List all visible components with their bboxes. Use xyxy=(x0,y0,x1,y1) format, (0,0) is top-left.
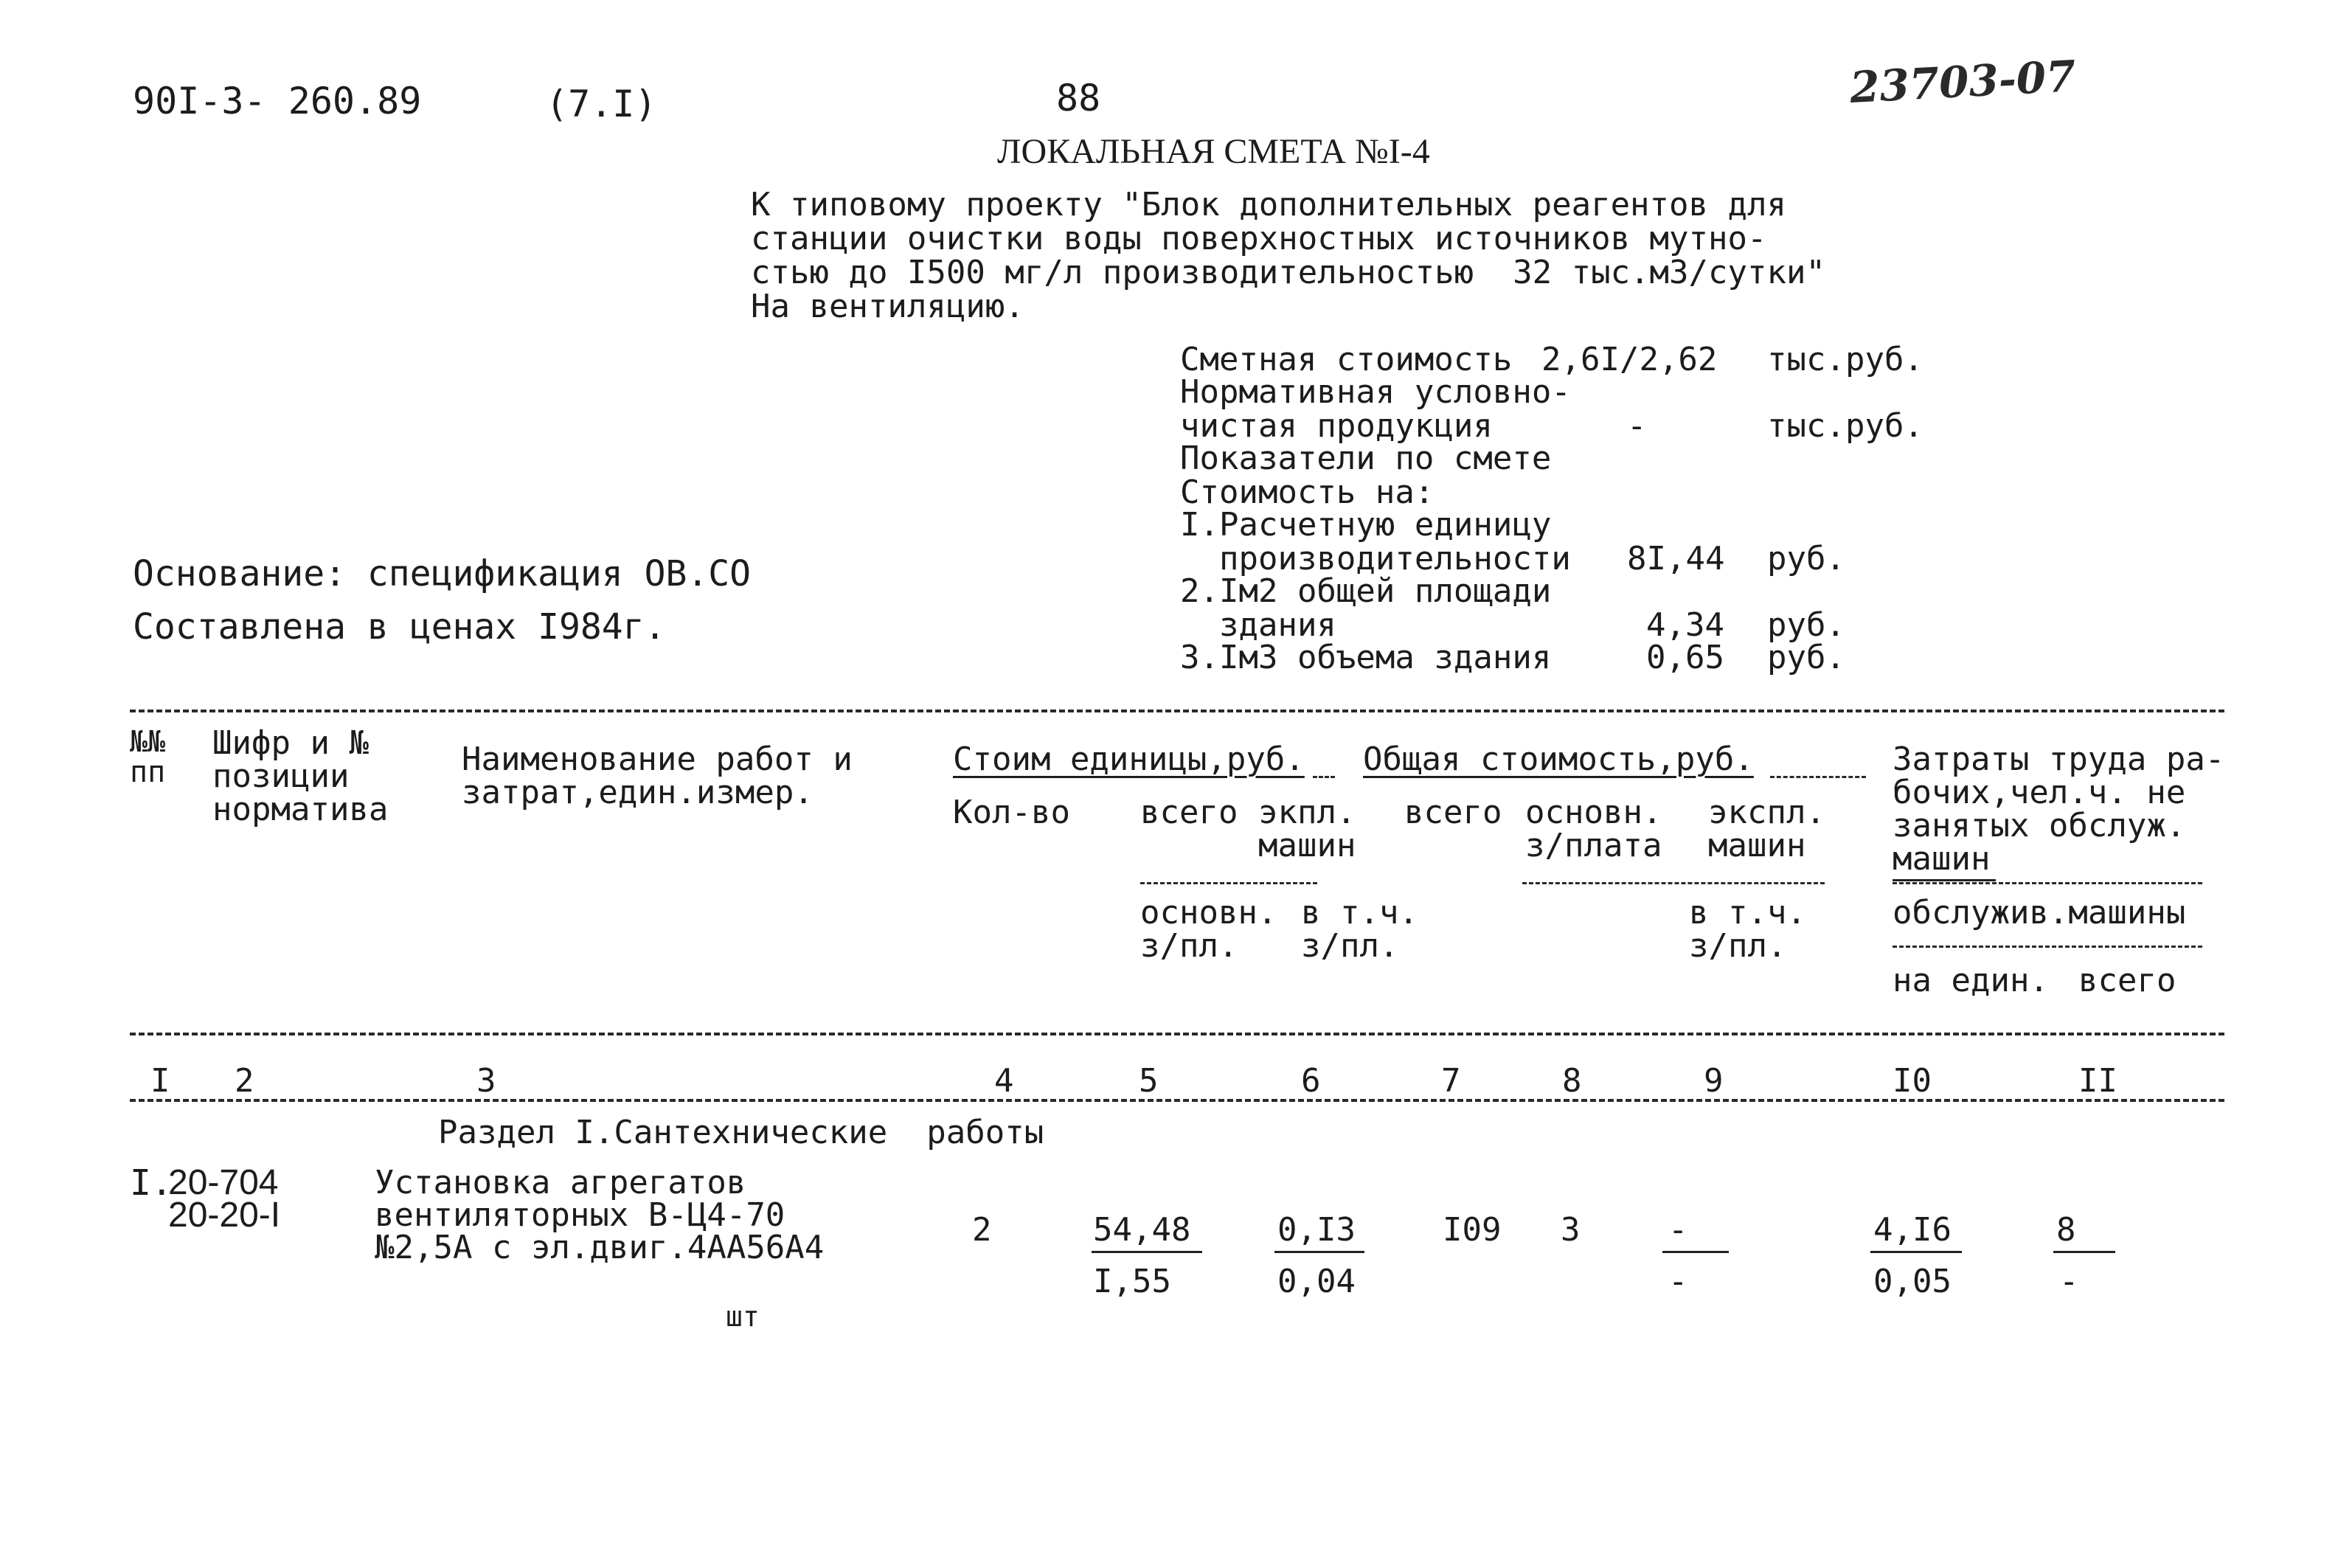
column-number: 7 xyxy=(1441,1062,1461,1100)
row-total-mach-underline xyxy=(1662,1251,1729,1253)
item2-label-1: 2.Iм2 общей площади xyxy=(1180,572,1552,610)
norm-value: - xyxy=(1627,407,1647,445)
unit-mach-header: экпл. машин xyxy=(1258,794,1356,864)
total-mach-header: экспл. машин xyxy=(1708,794,1825,864)
row-labor-per-unit-underline xyxy=(1870,1251,1962,1253)
item3-value: 0,65 xyxy=(1646,639,1724,676)
col-code-header: Шифр и № позиции норматива xyxy=(212,724,389,828)
cost-on-label: Стоимость на: xyxy=(1180,473,1435,511)
item1-unit: руб. xyxy=(1767,540,1845,577)
sheet-ref: (7.I) xyxy=(546,83,657,125)
total-cost-group-tail xyxy=(1770,776,1866,778)
subtitle-line-2: станции очистки воды поверхностных источников мутно- xyxy=(751,220,1767,257)
row-total: I09 xyxy=(1443,1211,1502,1249)
column-number: 9 xyxy=(1704,1062,1724,1100)
row-unit-incl-wage: 0,04 xyxy=(1277,1263,1356,1300)
total-total-header: всего xyxy=(1404,794,1502,831)
labor-total-header: всего xyxy=(2078,962,2176,999)
serv-machines-header: обслужив.машины xyxy=(1893,894,2186,932)
row-total-incl-wage: - xyxy=(1668,1263,1688,1300)
item1-value: 8I,44 xyxy=(1627,540,1725,577)
subtitle-line-4: На вентиляцию. xyxy=(751,288,1024,325)
column-number: 2 xyxy=(235,1062,254,1100)
unit-total-header: всего xyxy=(1140,794,1238,831)
cost-value: 2,6I/2,62 xyxy=(1541,341,1718,378)
subtitle-line-3: стью до I500 мг/л производительностью 32 тыс.м3/сутки" xyxy=(751,254,1825,291)
column-number: 4 xyxy=(994,1062,1014,1100)
unit-cost-group-tail xyxy=(1313,776,1335,778)
row-unit-base-wage: I,55 xyxy=(1093,1263,1171,1300)
column-number: II xyxy=(2078,1062,2117,1100)
labor-group-rule xyxy=(1893,882,2202,884)
per-unit-header: на един. xyxy=(1893,962,2049,999)
unit-subrule xyxy=(1140,882,1317,884)
basis-foundation: Основание: спецификация ОВ.СО xyxy=(133,553,752,594)
row-labor-per-unit: 4,I6 xyxy=(1873,1211,1952,1249)
item2-value: 4,34 xyxy=(1646,606,1724,644)
row-unit-total: 54,48 xyxy=(1093,1211,1191,1249)
item3-unit: руб. xyxy=(1767,639,1845,676)
row-num: I. xyxy=(130,1162,173,1204)
total-subrule xyxy=(1522,882,1825,884)
column-number: I xyxy=(150,1062,170,1100)
row-total-mach: - xyxy=(1668,1211,1688,1249)
total-wage-header: основн. з/плата xyxy=(1525,794,1662,864)
cost-unit: тыс.руб. xyxy=(1767,341,1923,378)
cost-label: Сметная стоимость xyxy=(1180,341,1513,378)
row-name: Установка агрегатов вентиляторных В-Ц4-70 №2,5А с эл.двиг.4АА56А4 xyxy=(375,1164,825,1266)
item3-label: 3.Iм3 объема здания xyxy=(1180,639,1552,676)
table-header-bottom-rule xyxy=(130,1033,2224,1035)
row-labor-total: 8 xyxy=(2056,1211,2076,1249)
inventory-number: 23703-07 xyxy=(1848,51,2078,113)
basis-prices: Составлена в ценах I984г. xyxy=(133,606,666,648)
row-unit-mach: 0,I3 xyxy=(1277,1211,1356,1249)
item1-label-2: производительности xyxy=(1180,540,1571,577)
page-number: 88 xyxy=(1056,77,1101,119)
labor-group-underline xyxy=(1893,879,1996,881)
row-code-line-1: 20-704 xyxy=(168,1163,279,1202)
total-cost-group-header: Общая стоимость,руб. xyxy=(1363,740,1754,778)
row-unit: шт xyxy=(726,1300,760,1333)
row-qty: 2 xyxy=(972,1211,992,1249)
labor-sub-rule xyxy=(1893,946,2202,948)
column-number: 5 xyxy=(1139,1062,1159,1100)
norm-label-2: чистая продукция xyxy=(1180,407,1493,445)
unit-cost-group-header: Стоим единицы,руб. xyxy=(953,740,1305,778)
item2-unit: руб. xyxy=(1767,606,1845,644)
column-number: 3 xyxy=(476,1062,496,1100)
unit-base-wage-header: основн. з/пл. xyxy=(1140,894,1277,965)
row-total-wage: 3 xyxy=(1561,1211,1581,1249)
row-unit-total-underline xyxy=(1092,1251,1202,1253)
subtitle-line-1: К типовому проекту "Блок дополнительных реагентов для xyxy=(751,186,1786,223)
unit-incl-wage-header: в т.ч. з/пл. xyxy=(1301,894,1418,965)
document-title: ЛОКАЛЬНАЯ СМЕТА №I-4 xyxy=(997,132,1430,171)
item1-label-1: I.Расчетную единицу xyxy=(1180,506,1552,544)
doc-code: 90I-3- 260.89 xyxy=(133,80,422,122)
norm-unit: тыс.руб. xyxy=(1767,407,1923,445)
row-labor-per-unit-serv: 0,05 xyxy=(1873,1263,1952,1300)
total-incl-wage-header: в т.ч. з/пл. xyxy=(1689,894,1806,965)
column-number: 8 xyxy=(1562,1062,1582,1100)
col-name-header: Наименование работ и затрат,един.измер. xyxy=(462,740,853,811)
norm-label-1: Нормативная условно- xyxy=(1180,373,1571,411)
column-number: 6 xyxy=(1301,1062,1321,1100)
qty-header: Кол-во xyxy=(953,794,1070,831)
row-code-line-2: 20-20-I xyxy=(168,1196,281,1235)
col-num-header: №№ пп xyxy=(130,725,166,789)
indicators-label: Показатели по смете xyxy=(1180,440,1552,477)
table-top-rule xyxy=(130,710,2224,712)
column-numbers-rule xyxy=(130,1099,2224,1102)
row-labor-total-serv: - xyxy=(2059,1263,2079,1300)
row-unit-mach-underline xyxy=(1274,1251,1364,1253)
section-title: Раздел I.Сантехнические работы xyxy=(438,1114,1044,1151)
row-labor-total-underline xyxy=(2053,1251,2115,1253)
labor-group-header: Затраты труда ра- бочих,чел.ч. не занятых обслуж. машин xyxy=(1893,740,2225,878)
column-number: I0 xyxy=(1893,1062,1932,1100)
item2-label-2: здания xyxy=(1180,606,1336,644)
